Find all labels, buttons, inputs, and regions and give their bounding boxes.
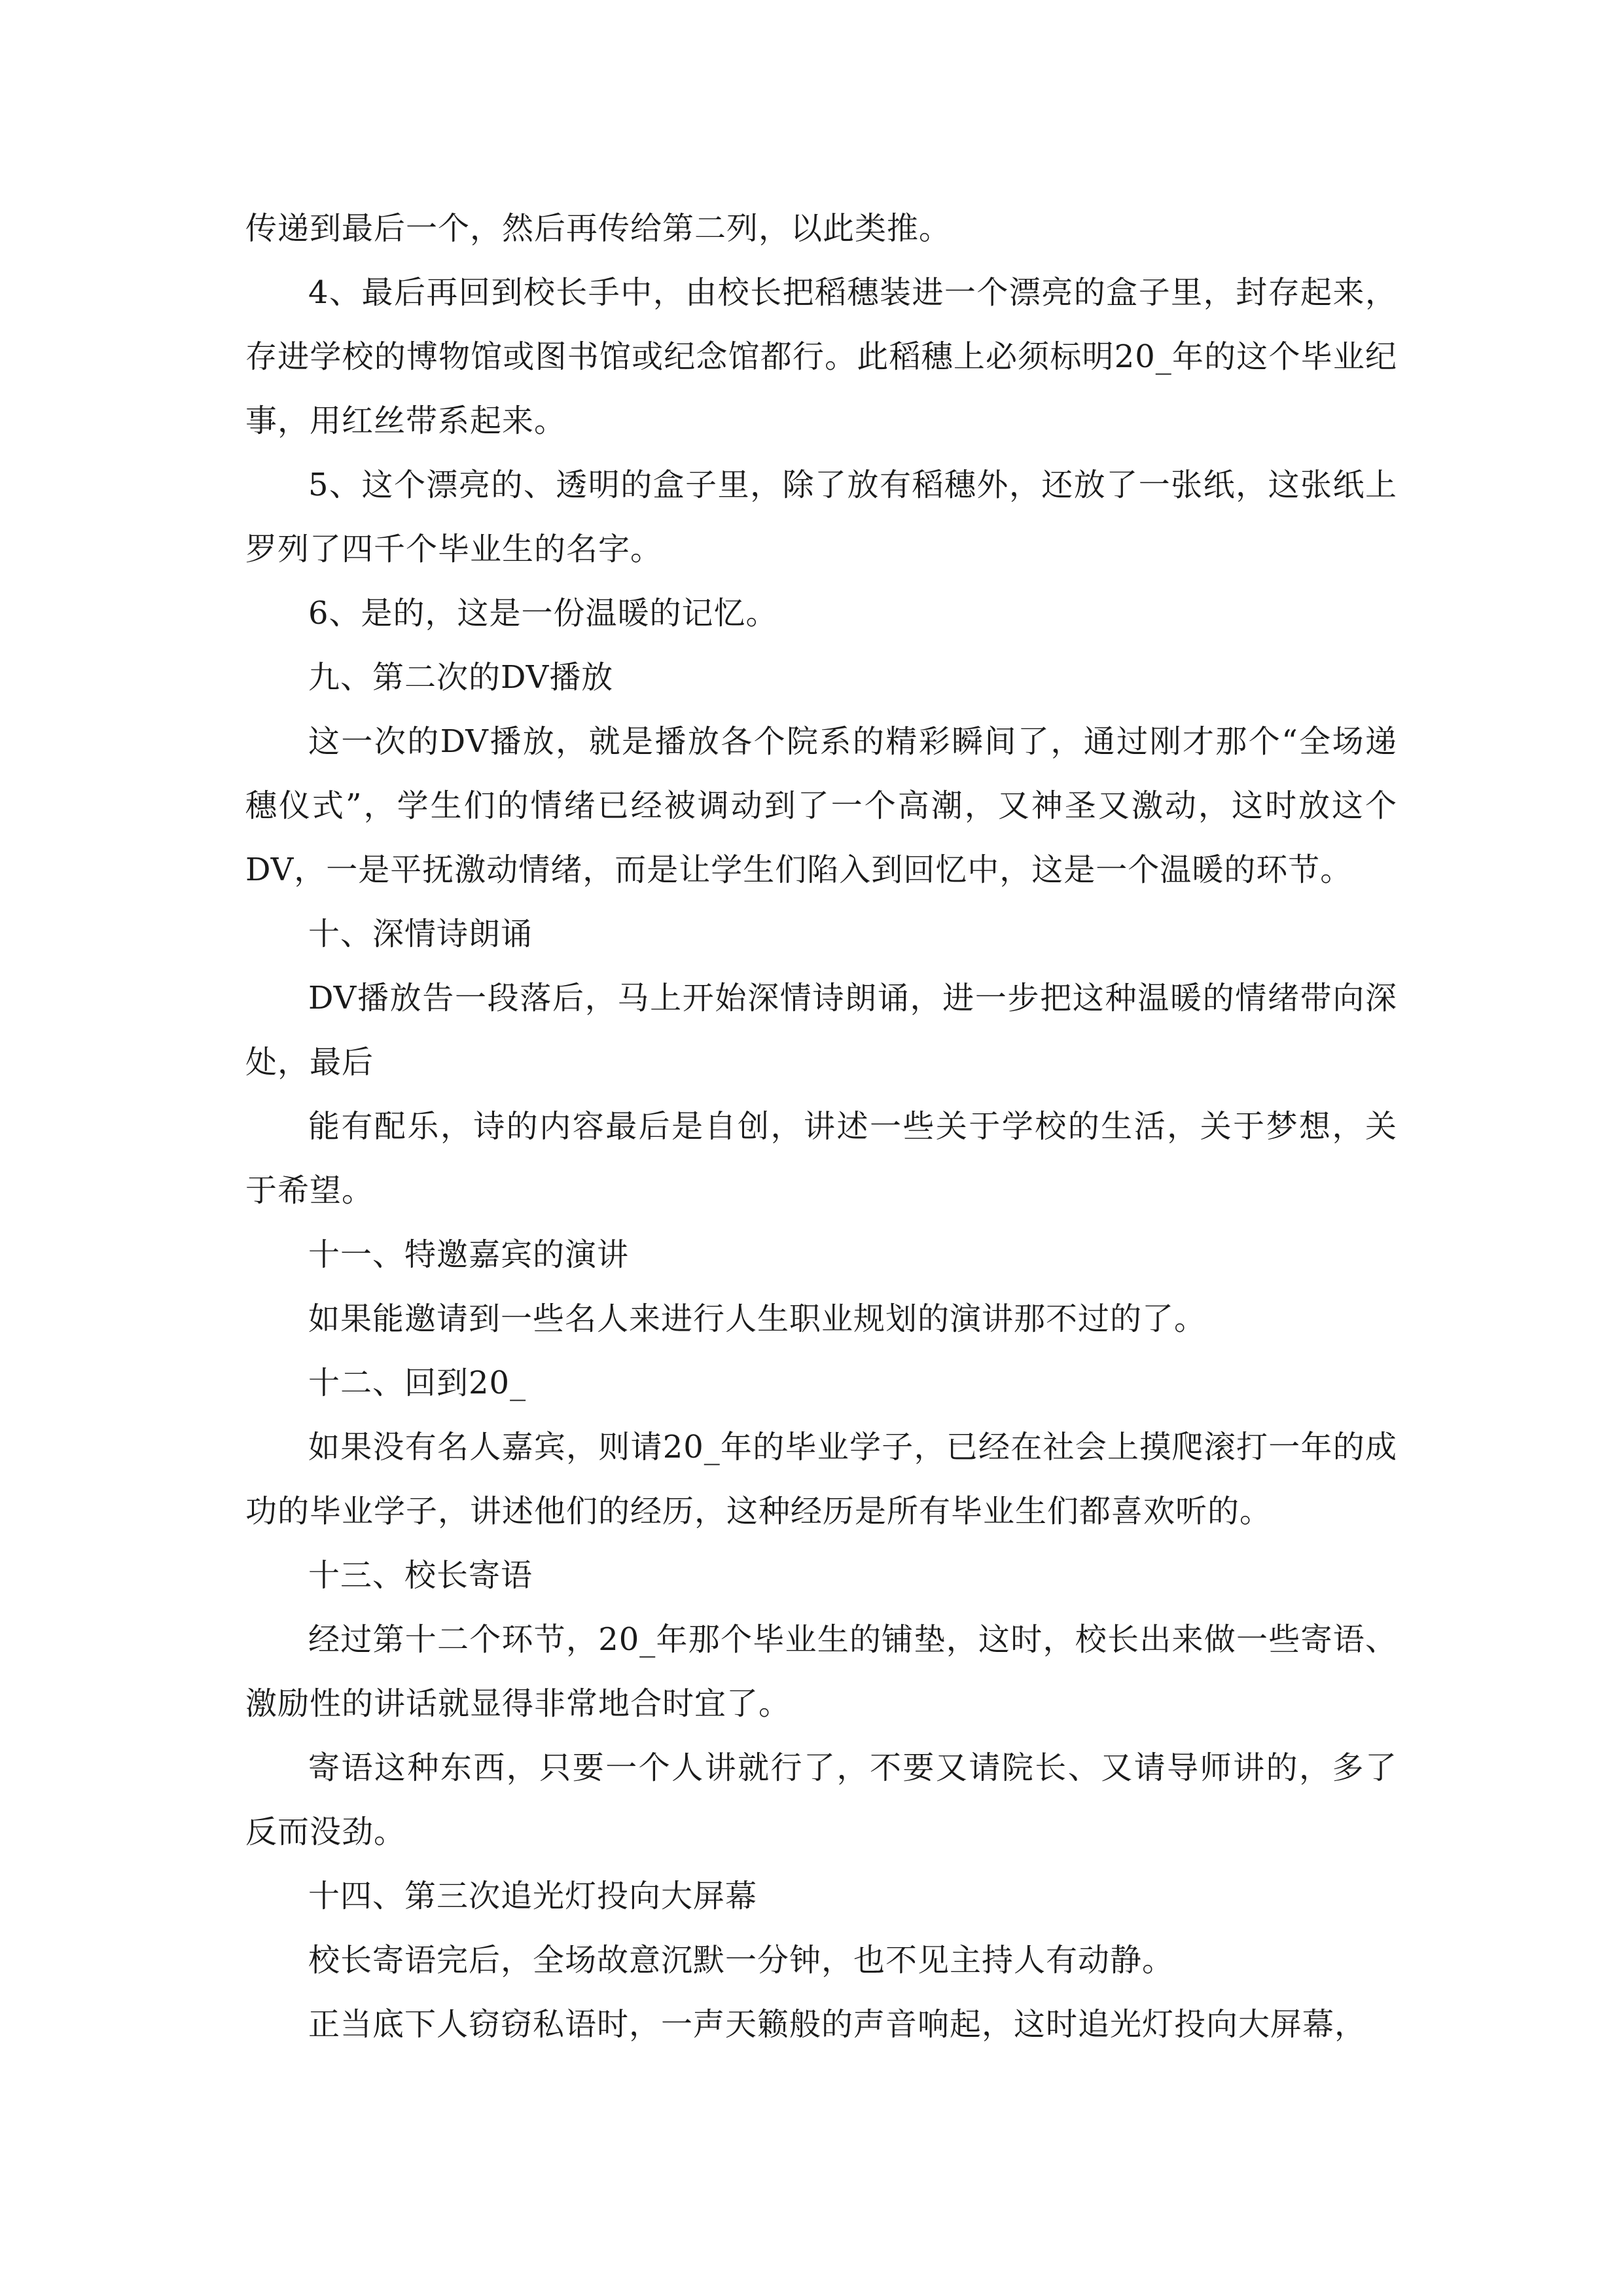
paragraph-spotlight: 正当底下人窃窃私语时，一声天籁般的声音响起，这时追光灯投向大屏幕，: [308, 2006, 1367, 2043]
section-heading-11: 十一、特邀嘉宾的演讲: [308, 1236, 630, 1273]
paragraph-guest-speech: 如果能邀请到一些名人来进行人生职业规划的演讲那不过的了。: [308, 1300, 1207, 1337]
paragraph-continuation: 传递到最后一个，然后再传给第二列，以此类推。: [245, 210, 952, 247]
section-heading-14: 十四、第三次追光灯投向大屏幕: [308, 1878, 758, 1914]
paragraph-item-5: 5、这个漂亮的、透明的盒子里，除了放有稻穗外，还放了一张纸，这张纸上罗列了四千个毕业生的名字。: [245, 467, 1397, 567]
paragraph-alumni: 如果没有名人嘉宾，则请20_年的毕业学子，已经在社会上摸爬滚打一年的成功的毕业学子，讲述他们的经历，这种经历是所有毕业生们都喜欢听的。: [245, 1429, 1397, 1530]
section-heading-9: 九、第二次的DV播放: [308, 659, 614, 696]
paragraph-item-4: 4、最后再回到校长手中，由校长把稻穗装进一个漂亮的盒子里，封存起来，存进学校的博物馆或图书馆或纪念馆都行。此稻穗上必须标明20_年的这个毕业纪事，用红丝带系起来。: [245, 274, 1397, 439]
section-heading-12: 十二、回到20_: [308, 1365, 527, 1401]
paragraph-message-note: 寄语这种东西，只要一个人讲就行了，不要又请院长、又请导师讲的，多了反而没劲。: [245, 1749, 1397, 1850]
paragraph-poem-content: 能有配乐，诗的内容最后是自创，讲述一些关于学校的生活，关于梦想，关于希望。: [245, 1108, 1397, 1209]
document-body: [245, 196, 1397, 2056]
paragraph-item-6: 6、是的，这是一份温暖的记忆。: [308, 595, 778, 632]
section-heading-10: 十、深情诗朗诵: [308, 916, 533, 952]
paragraph-principal-message: 经过第十二个环节，20_年那个毕业生的铺垫，这时，校长出来做一些寄语、激励性的讲话就显得非常地合时宜了。: [245, 1621, 1397, 1722]
paragraph-silence: 校长寄语完后，全场故意沉默一分钟，也不见主持人有动静。: [308, 1942, 1175, 1979]
paragraph-dv-playback: 这一次的DV播放，就是播放各个院系的精彩瞬间了，通过刚才那个“全场递穗仪式”，学生们的情绪已经被调动到了一个高潮，又神圣又激动，这时放这个DV，一是平抚激动情绪，而是让学生们陷入到回忆中，这是一个温暖的环节。: [245, 723, 1397, 888]
paragraph-poem-recital: DV播放告一段落后，马上开始深情诗朗诵，进一步把这种温暖的情绪带向深处，最后: [245, 980, 1397, 1081]
section-heading-13: 十三、校长寄语: [308, 1557, 533, 1594]
